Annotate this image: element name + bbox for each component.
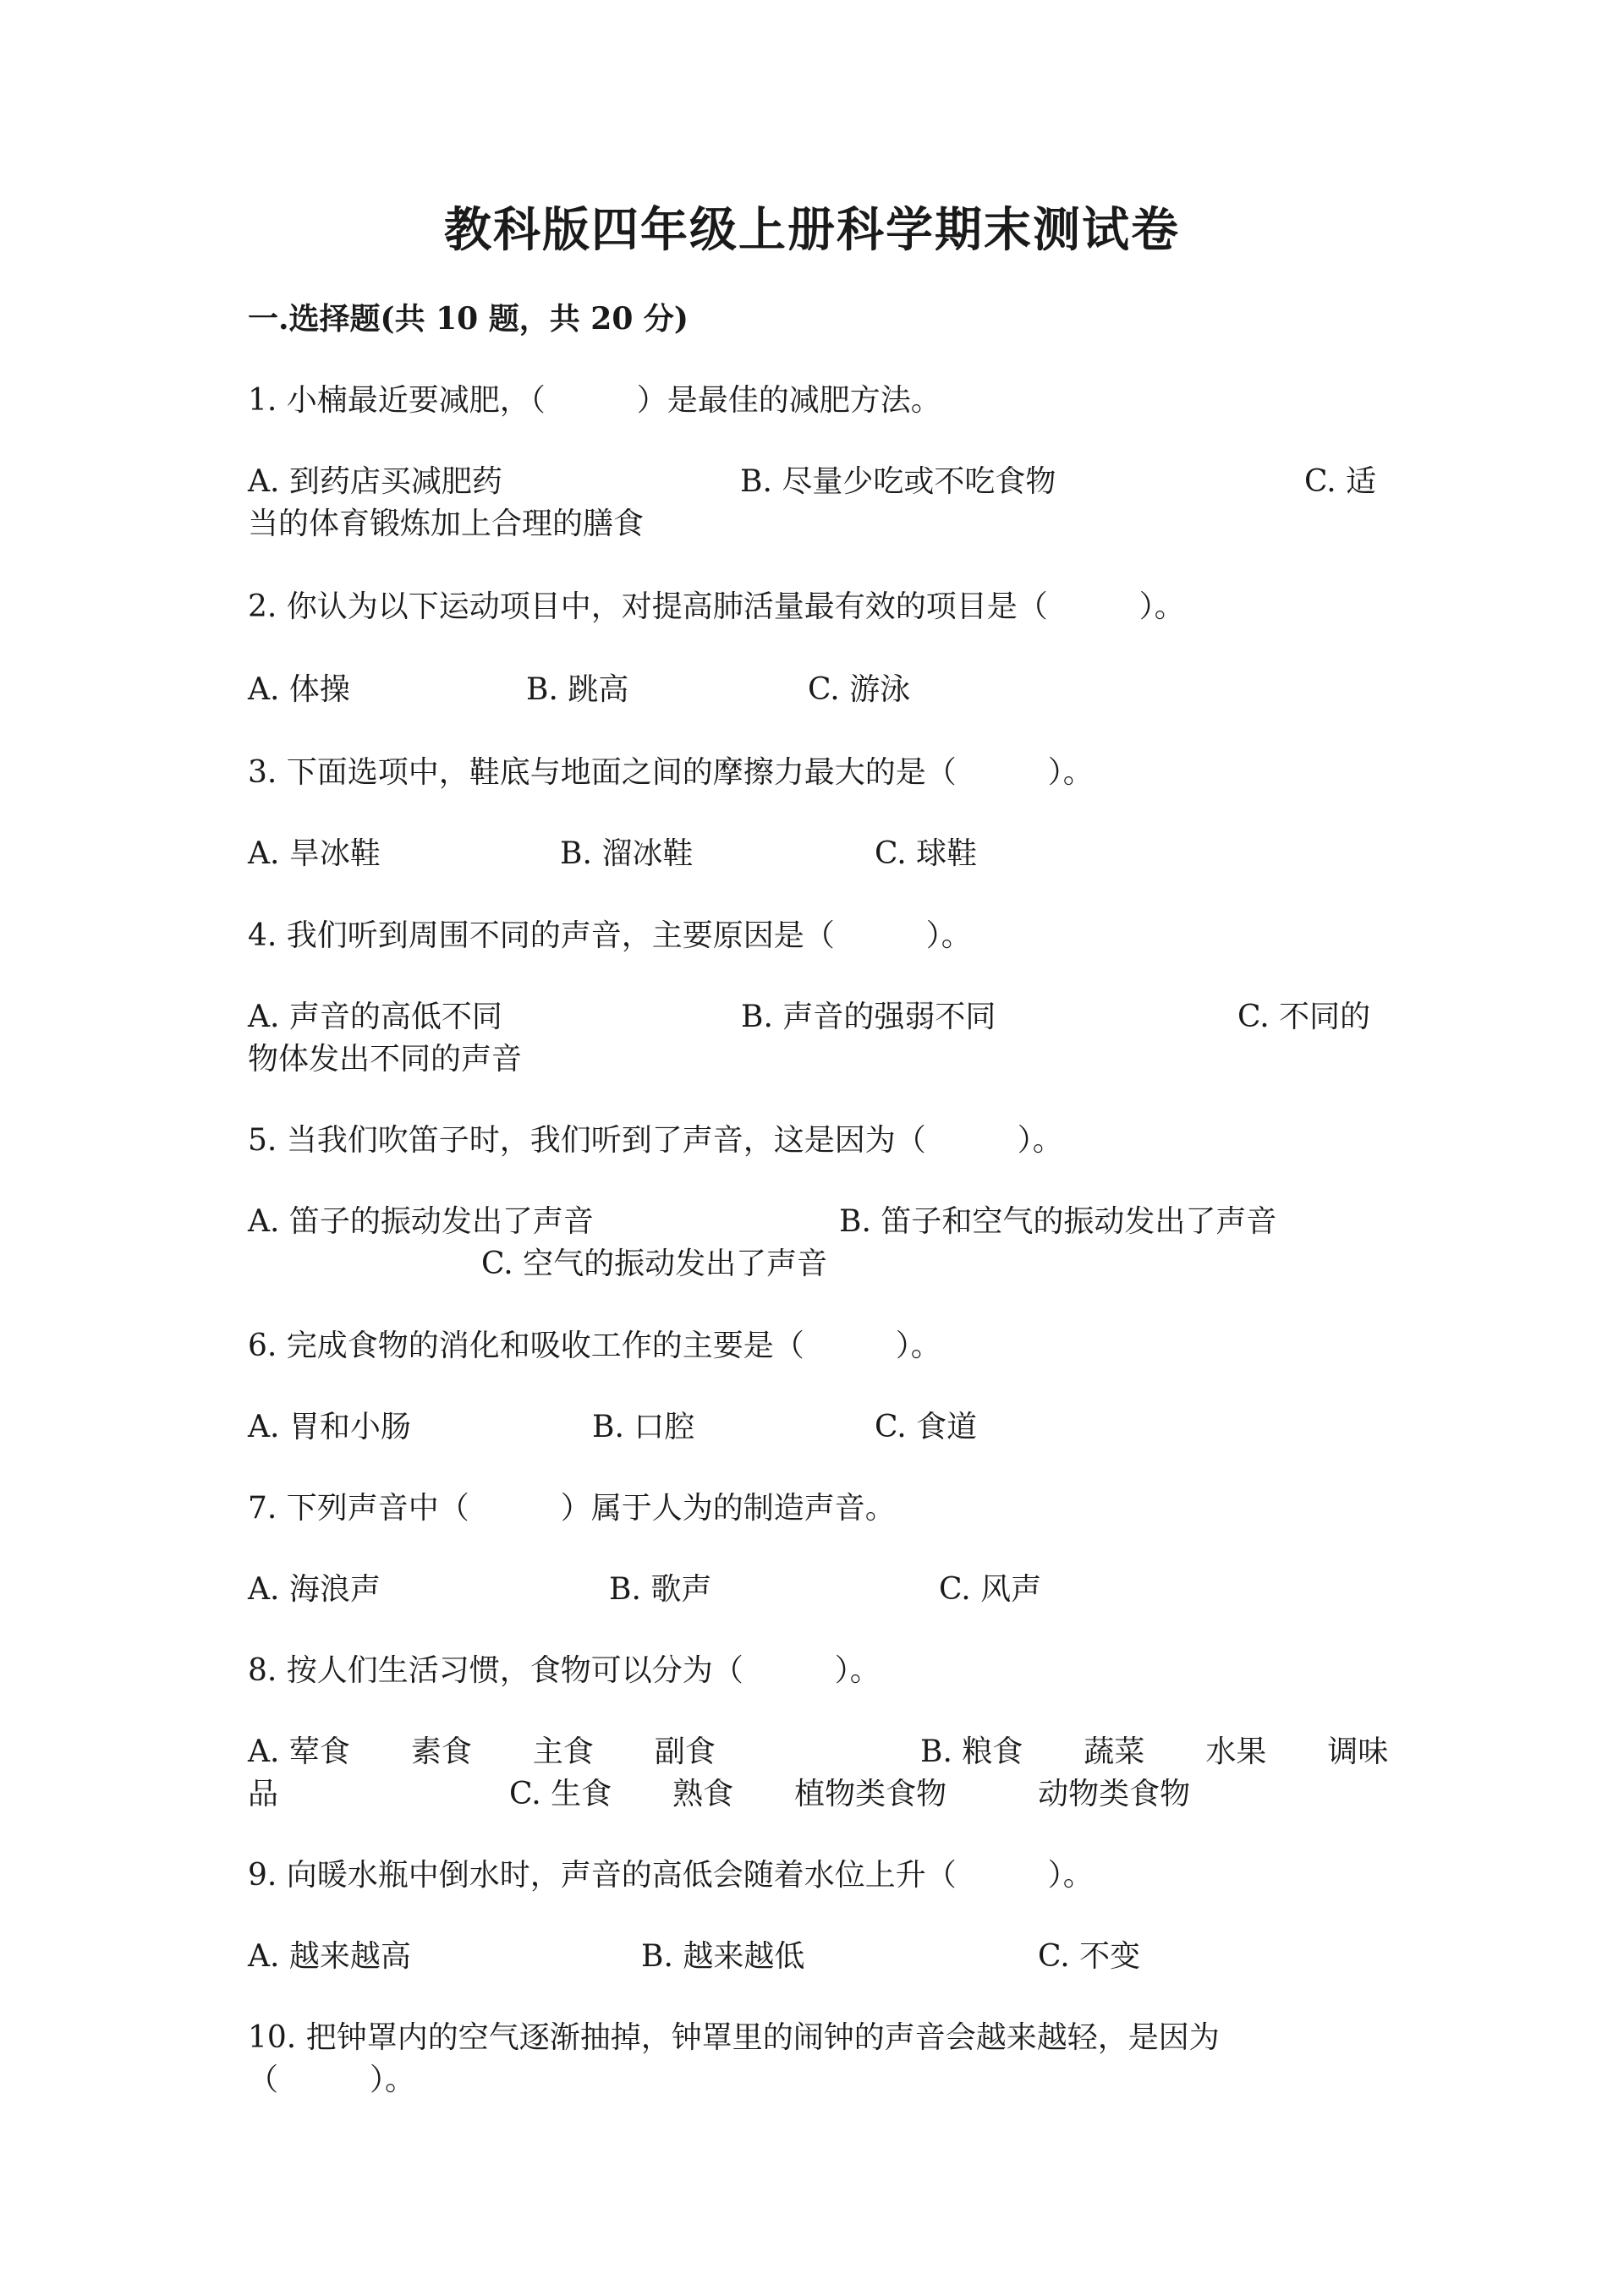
option-c: C. 食道 xyxy=(875,1410,978,1444)
option-b: B. 越来越低 xyxy=(641,1939,805,1974)
question-stem: 8. 按人们生活习惯，食物可以分为（ ）。 xyxy=(248,1653,881,1688)
option-c: C. 不变 xyxy=(1038,1939,1141,1974)
question-stem: 10. 把钟罩内的空气逐渐抽掉，钟罩里的闹钟的声音会越来越轻，是因为 xyxy=(248,2020,1220,2055)
question-stem: 9. 向暖水瓶中倒水时，声音的高低会随着水位上升（ ）。 xyxy=(248,1858,1094,1893)
question-stem: 7. 下列声音中（ ）属于人为的制造声音。 xyxy=(248,1491,896,1526)
option-c: C. 游泳 xyxy=(808,672,911,707)
option-c-continued: 当的体育锻炼加上合理的膳食 xyxy=(248,507,645,541)
option-a: A. 旱冰鞋 xyxy=(248,836,381,871)
section-heading: 一.选择题(共 10 题，共 20 分) xyxy=(248,301,689,337)
option-c-continued: 物体发出不同的声音 xyxy=(248,1042,523,1077)
option-a: A. 笛子的振动发出了声音 xyxy=(248,1204,594,1239)
option-a: A. 到药店买减肥药 xyxy=(248,464,502,499)
option-b: B. 笛子和空气的振动发出了声音 xyxy=(839,1204,1277,1239)
question-stem: 5. 当我们吹笛子时，我们听到了声音，这是因为（ ）。 xyxy=(248,1123,1063,1158)
option-a: A. 荤食 素食 主食 副食 xyxy=(248,1734,716,1769)
option-a: A. 胃和小肠 xyxy=(248,1410,411,1444)
option-b: B. 溜冰鞋 xyxy=(560,836,694,871)
option-c: C. 球鞋 xyxy=(875,836,978,871)
option-a: A. 体操 xyxy=(248,672,350,707)
question-stem: 3. 下面选项中，鞋底与地面之间的摩擦力最大的是（ ）。 xyxy=(248,755,1094,790)
option-b: B. 歌声 xyxy=(609,1572,712,1607)
option-b: B. 跳高 xyxy=(526,672,629,707)
option-b: B. 声音的强弱不同 xyxy=(741,1000,996,1034)
option-c: C. 生食 熟食 植物类食物 动物类食物 xyxy=(509,1777,1191,1811)
question-stem: 4. 我们听到周围不同的声音，主要原因是（ ）。 xyxy=(248,918,972,953)
option-a: A. 越来越高 xyxy=(248,1939,411,1974)
exam-title: 教科版四年级上册科学期末测试卷 xyxy=(444,202,1180,258)
option-a: A. 声音的高低不同 xyxy=(248,1000,502,1034)
answer-blank: （ ）。 xyxy=(248,2063,416,2097)
question-stem: 6. 完成食物的消化和吸收工作的主要是（ ）。 xyxy=(248,1329,941,1363)
option-b: B. 尽量少吃或不吃食物 xyxy=(740,464,1056,499)
question-stem: 2. 你认为以下运动项目中，对提高肺活量最有效的项目是（ ）。 xyxy=(248,589,1185,624)
option-c: C. 空气的振动发出了声音 xyxy=(481,1247,828,1281)
option-b-continued: 品 xyxy=(248,1777,279,1811)
option-b: B. 口腔 xyxy=(592,1410,695,1444)
option-a: A. 海浪声 xyxy=(248,1572,381,1607)
option-c: C. 风声 xyxy=(939,1572,1042,1607)
option-b: B. 粮食 蔬菜 水果 调味 xyxy=(920,1734,1389,1769)
option-c: C. 不同的 xyxy=(1237,1000,1371,1034)
option-c: C. 适 xyxy=(1304,464,1377,499)
question-stem: 1. 小楠最近要减肥，（ ）是最佳的减肥方法。 xyxy=(248,383,941,418)
